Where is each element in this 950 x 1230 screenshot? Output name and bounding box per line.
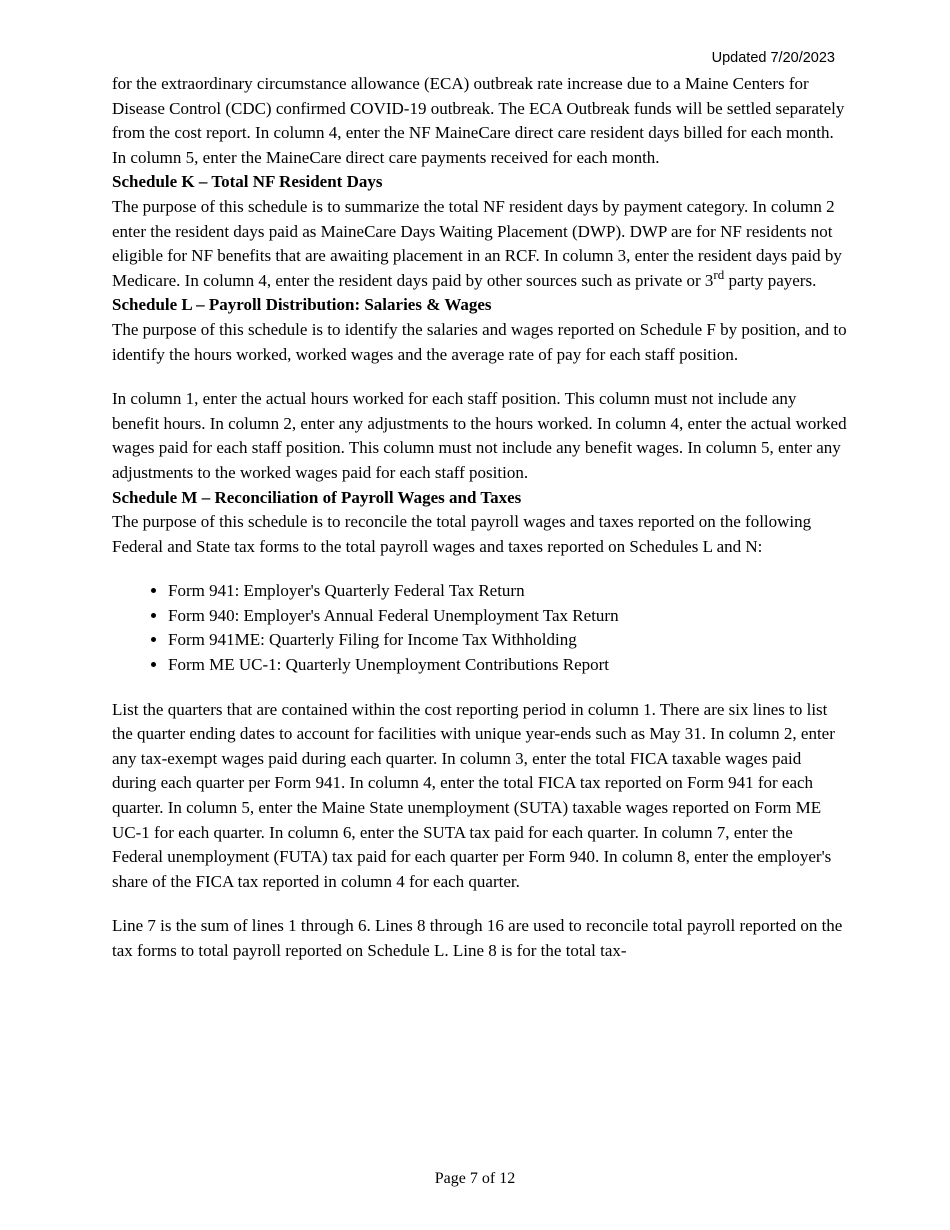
schedule-m-paragraph-2: List the quarters that are contained within the cost reporting period in column 1. There are six lines to list the quarter ending dates to account for facilities with unique year-ends such as May 31. In column 2, enter any tax-exempt wages paid during each quarter. In column 3, enter the total FICA taxable wages paid during each quarter per Form 941. In column 4, enter the total FICA tax reported on Form 941 for each quarter. In column 5, enter the Maine State unemployment (SUTA) taxable wages reported on Form ME UC-1 for each quarter. In column 6, enter the SUTA tax paid for each quarter. In column 7, enter the Federal unemployment (FUTA) tax paid for each quarter per Form 940. In column 8, enter the employer's share of the FICA tax reported in column 4 for each quarter.: [112, 699, 835, 891]
list-item: • Form 941: Employer's Quarterly Federal Tax Return: [168, 579, 847, 604]
schedule-l-heading: Schedule L – Payroll Distribution: Salaries & Wages: [112, 295, 492, 315]
schedule-k-heading: Schedule K – Total NF Resident Days: [112, 172, 383, 192]
schedule-m-paragraph-1: The purpose of this schedule is to reconcile the total payroll wages and taxes reported on the following Federal and State tax forms to the total payroll wages and taxes reported on Schedules L and N:: [112, 512, 812, 556]
list-item: • Form 940: Employer's Annual Federal Unemployment Tax Return: [168, 604, 847, 629]
schedule-k-text-end: party payers.: [724, 270, 817, 290]
schedule-m-paragraph-3: Line 7 is the sum of lines 1 through 6. Lines 8 through 16 are used to reconcile total payroll reported on the tax forms to total payroll reported on Schedule L. Line 8 is for the total tax-: [112, 916, 843, 960]
list-item: • Form ME UC-1: Quarterly Unemployment Contributions Report: [168, 653, 847, 678]
schedule-k-paragraph: [112, 195, 847, 293]
document-body: [112, 72, 847, 964]
list-item: • Form 941ME: Quarterly Filing for Income Tax Withholding: [168, 628, 847, 653]
updated-date: Updated 7/20/2023: [711, 50, 835, 66]
schedule-l-paragraph-1: The purpose of this schedule is to identify the salaries and wages reported on Schedule F by position, and to identify the hours worked, worked wages and the average rate of pay for each staff position.: [112, 319, 847, 364]
page-number: Page 7 of 12: [434, 1170, 516, 1187]
schedule-k-text: The purpose of this schedule is to summarize the total NF resident days by payment category. In column 2 enter the resident days paid as MaineCare Days Waiting Placement (DWP). DWP are for NF residents not eligible for NF benefits that are awaiting placement in an RCF. In column 3, enter the resident days paid by Medicare. In column 4, enter the resident days paid by other sources such as private or 3: [112, 196, 842, 290]
intro-paragraph: for the extraordinary circumstance allowance (ECA) outbreak rate increase due to a Maine Centers for Disease Control (CDC) confirmed COVID-19 outbreak. The ECA Outbreak funds will be settled separately from the cost report. In column 4, enter the NF MaineCare direct care resident days billed for each month. In column 5, enter the MaineCare direct care payments received for each month.: [112, 74, 845, 167]
schedule-l-paragraph-2: In column 1, enter the actual hours worked for each staff position. This column must not include any benefit hours. In column 2, enter any adjustments to the hours worked. In column 4, enter the actual worked wages paid for each staff position. This column must not include any benefit wages. In column 5, enter any adjustments to the worked wages paid for each staff position.: [112, 389, 847, 482]
tax-forms-list: [112, 579, 847, 677]
ordinal-suffix: rd: [713, 266, 725, 282]
schedule-m-heading: Schedule M – Reconciliation of Payroll Wages and Taxes: [112, 487, 522, 507]
